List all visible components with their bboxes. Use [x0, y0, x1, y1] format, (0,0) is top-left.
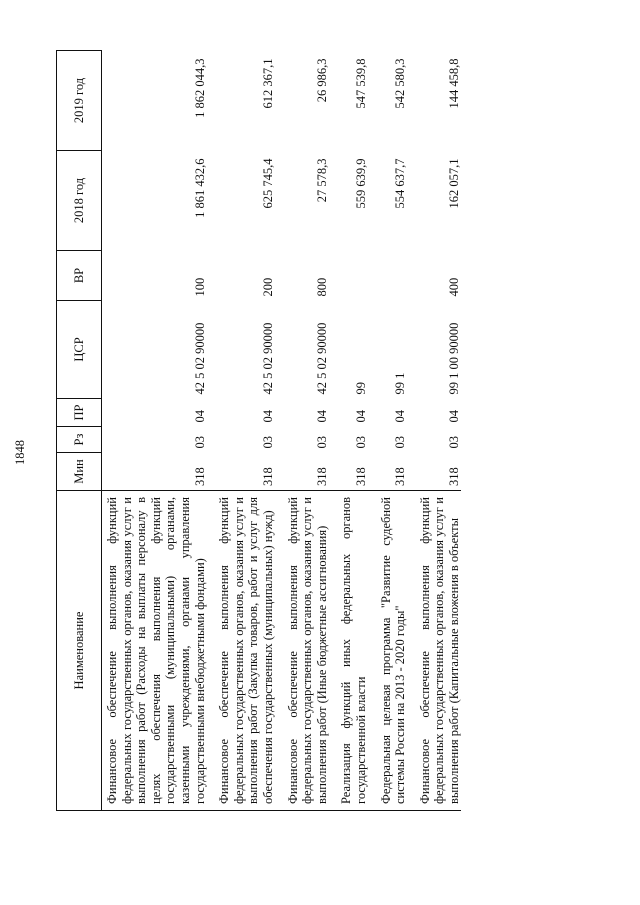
row-name: Финансовое обеспечение выполнения функций федеральных государственных органов, оказания услуг и выполнения работ (Иные бюджетные ассигнования) [283, 491, 337, 811]
row-vr: 200 [260, 277, 275, 297]
row-name: Реализация функций иных федеральных органов государственной власти [336, 491, 375, 811]
row-pr: 04 [353, 410, 368, 423]
row-min: 318 [393, 467, 408, 486]
row-min: 318 [353, 467, 368, 486]
row-name: Финансовое обеспечение выполнения функций федеральных государственных органов, оказания услуг и выполнения работ (Расходы на выплаты персоналу в целях обеспечения выполнения функций государственными (муниципальными) органами, казенными учреждениями, органами управления государственными внебюджетными фондами) [102, 491, 215, 811]
table-row [376, 51, 415, 811]
row-2018: 27 578,3 [314, 158, 329, 203]
row-csr: 42 5 02 90000 [260, 322, 275, 395]
row-2018: 162 057,1 [446, 158, 461, 209]
row-rz: 03 [446, 436, 461, 449]
row-name: Федеральная целевая программа "Развитие судебной системы России на 2013 - 2020 годы" [376, 491, 415, 811]
row-2018: 625 745,4 [260, 158, 275, 209]
row-csr: 42 5 02 90000 [314, 322, 329, 395]
row-2019: 547 539,8 [353, 58, 368, 109]
row-csr: 99 1 [393, 372, 408, 395]
row-2018: 1 861 432,6 [192, 158, 207, 218]
row-2018: 554 637,7 [393, 158, 408, 209]
header-2018: 2018 год [57, 151, 102, 251]
row-pr: 04 [446, 410, 461, 423]
header-min: Мин [57, 453, 102, 491]
row-csr: 42 5 02 90000 [192, 322, 207, 395]
table-row [214, 51, 282, 811]
row-2019: 26 986,3 [314, 58, 329, 103]
header-2019: 2019 год [57, 51, 102, 151]
budget-table [56, 50, 461, 811]
row-pr: 04 [393, 410, 408, 423]
row-rz: 03 [314, 436, 329, 449]
row-pr: 04 [260, 410, 275, 423]
row-vr: 400 [446, 277, 461, 297]
row-csr: 99 1 00 90000 [446, 322, 461, 395]
row-pr: 04 [192, 410, 207, 423]
table-row [415, 51, 462, 811]
row-rz: 03 [260, 436, 275, 449]
row-vr: 800 [314, 277, 329, 297]
row-2019: 612 367,1 [260, 58, 275, 109]
row-vr [336, 251, 375, 301]
row-rz: 03 [353, 436, 368, 449]
row-2019: 1 862 044,3 [192, 58, 207, 118]
row-rz: 03 [393, 436, 408, 449]
table-row [102, 51, 215, 811]
header-rz: Рз [57, 427, 102, 453]
row-vr: 100 [192, 277, 207, 297]
row-rz: 03 [192, 436, 207, 449]
row-pr: 04 [314, 410, 329, 423]
row-name: Финансовое обеспечение выполнения функций федеральных государственных органов, оказания услуг и выполнения работ (Закупка товаров, работ и услуг для обеспечения государственных (муниципальных) нужд) [214, 491, 282, 811]
row-2019: 144 458,8 [446, 58, 461, 109]
table-row [283, 51, 337, 811]
table-row [336, 51, 375, 811]
header-vr: ВР [57, 251, 102, 301]
header-csr: ЦСР [57, 301, 102, 399]
header-name: Наименование [57, 491, 102, 811]
table-header-row [57, 51, 102, 811]
row-name: Финансовое обеспечение выполнения функций федеральных государственных органов, оказания услуг и выполнения работ (Капитальные вложения в объекты [415, 491, 462, 811]
page-number: 1848 [13, 440, 27, 465]
row-vr [376, 251, 415, 301]
row-csr: 99 [353, 382, 368, 395]
header-pr: ПР [57, 399, 102, 427]
row-min: 318 [314, 467, 329, 486]
row-2018: 559 639,9 [353, 158, 368, 209]
row-min: 318 [260, 467, 275, 486]
row-2019: 542 580,3 [393, 58, 408, 109]
row-min: 318 [446, 467, 461, 486]
row-min: 318 [192, 467, 207, 486]
